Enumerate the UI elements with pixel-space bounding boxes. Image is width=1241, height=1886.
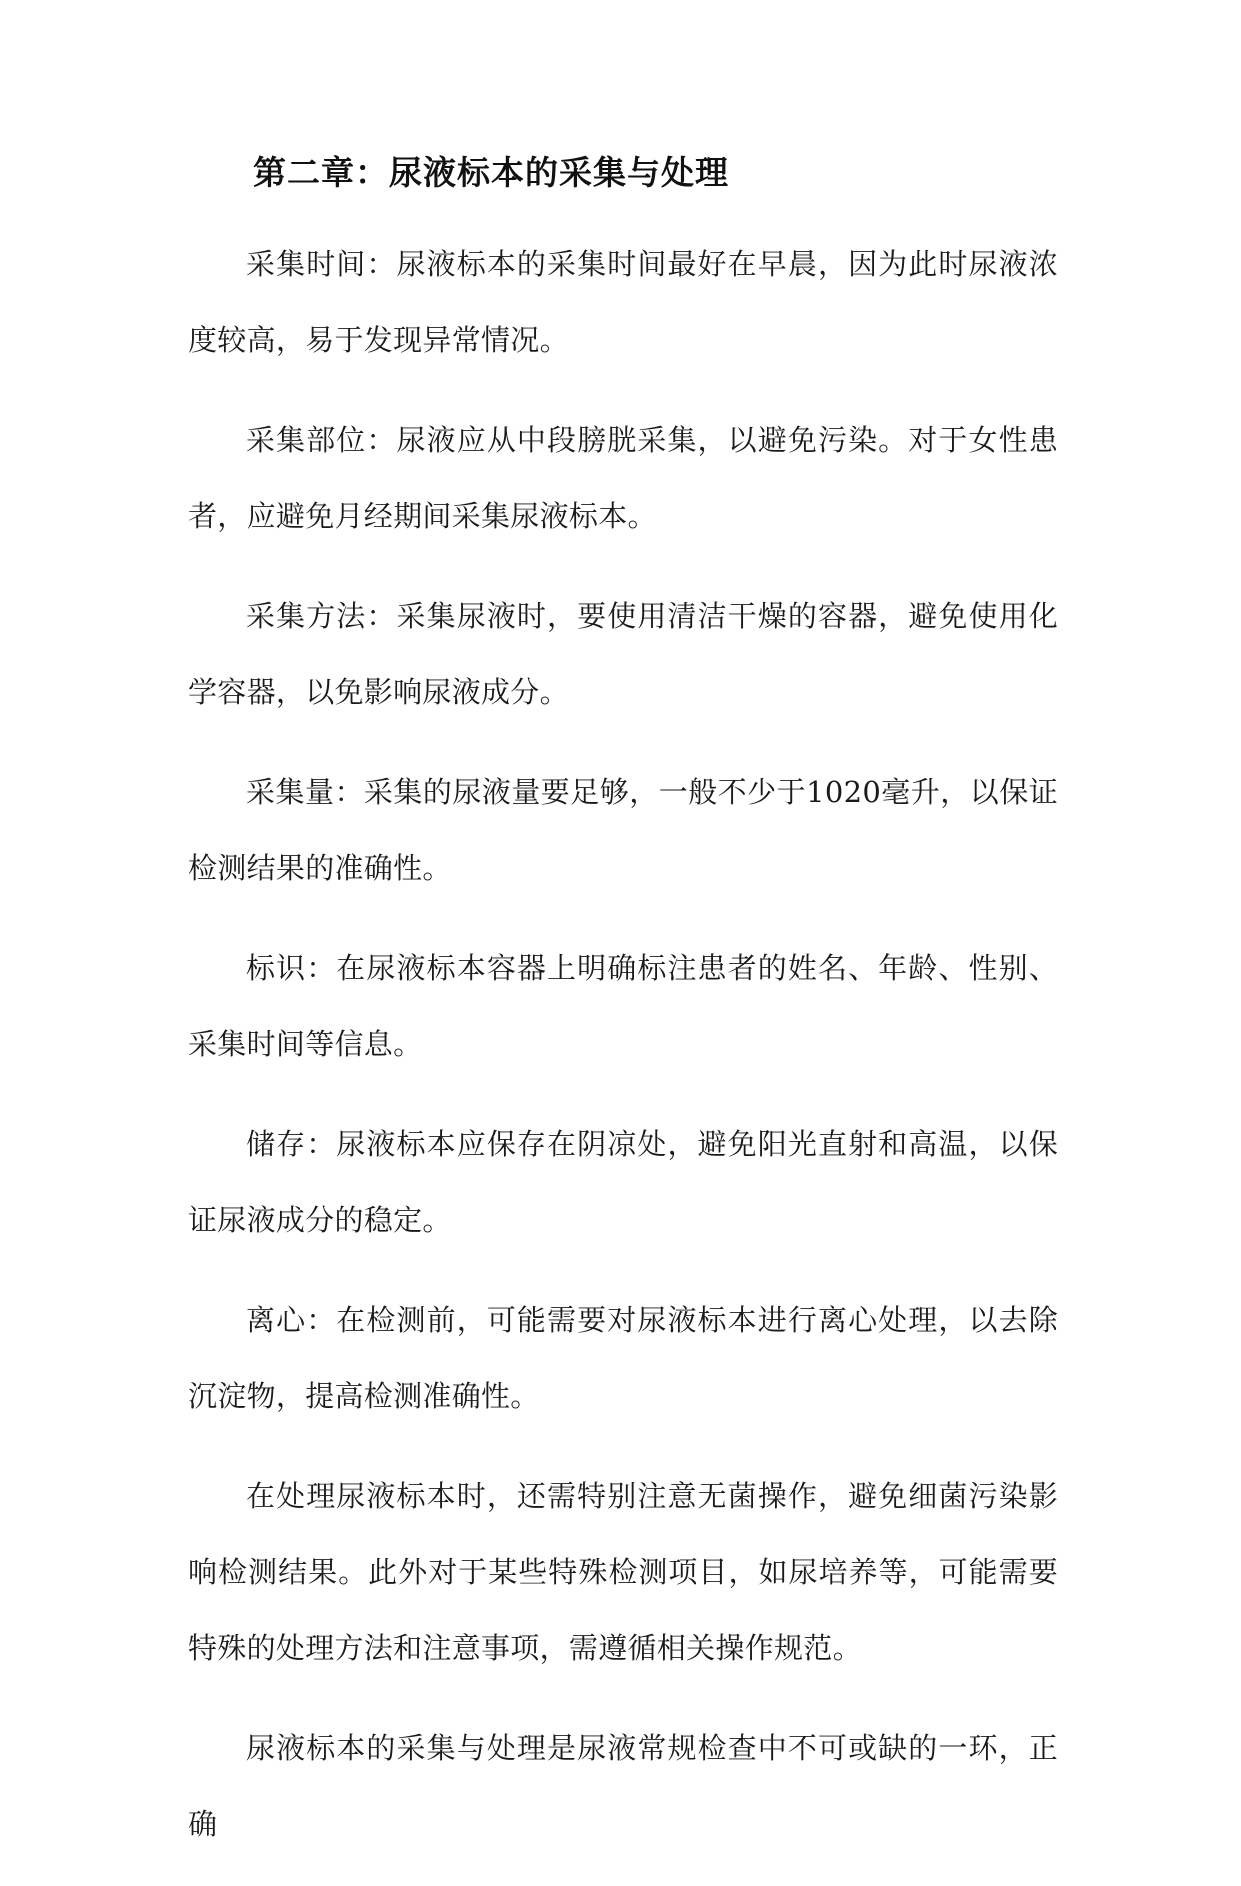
chapter-title: 第二章：尿液标本的采集与处理 xyxy=(253,153,729,192)
paragraph-labeling: 标识：在尿液标本容器上明确标注患者的姓名、年龄、性别、采集时间等信息。 xyxy=(188,951,1058,1061)
paragraph-centrifugation: 离心：在检测前，可能需要对尿液标本进行离心处理，以去除沉淀物，提高检测准确性。 xyxy=(188,1303,1058,1413)
paragraph-collection-site: 采集部位：尿液应从中段膀胱采集，以避免污染。对于女性患者，应避免月经期间采集尿液标本。 xyxy=(188,423,1058,533)
paragraph-summary: 尿液标本的采集与处理是尿液常规检查中不可或缺的一环，正确 xyxy=(188,1731,1058,1841)
paragraph-storage: 储存：尿液标本应保存在阴凉处，避免阳光直射和高温，以保证尿液成分的稳定。 xyxy=(188,1127,1058,1237)
paragraph-collection-time: 采集时间：尿液标本的采集时间最好在早晨，因为此时尿液浓度较高，易于发现异常情况。 xyxy=(188,247,1058,357)
paragraph-aseptic-handling: 在处理尿液标本时，还需特别注意无菌操作，避免细菌污染影响检测结果。此外对于某些特殊检测项目，如尿培养等，可能需要特殊的处理方法和注意事项，需遵循相关操作规范。 xyxy=(188,1479,1058,1665)
paragraph-collection-volume: 采集量：采集的尿液量要足够，一般不少于1020毫升，以保证检测结果的准确性。 xyxy=(188,775,1058,885)
paragraph-collection-method: 采集方法：采集尿液时，要使用清洁干燥的容器，避免使用化学容器，以免影响尿液成分。 xyxy=(188,599,1058,709)
document-body xyxy=(188,226,1058,1886)
